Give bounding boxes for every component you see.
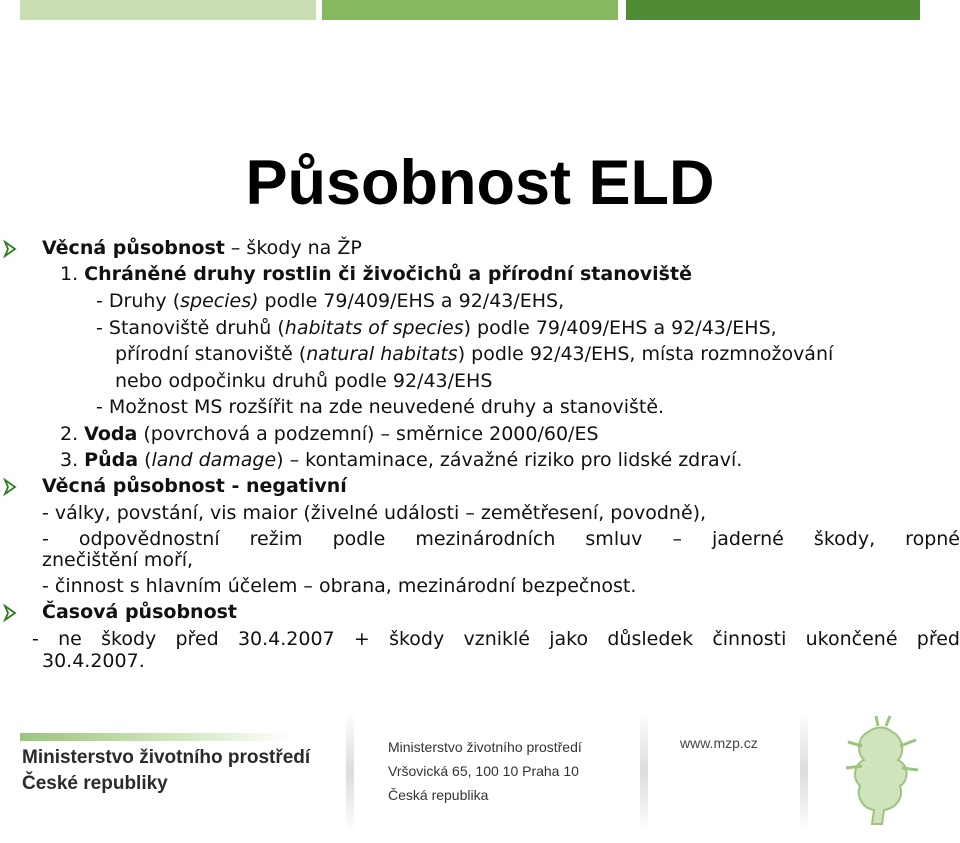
line-znecisteni: znečištění moří, bbox=[42, 549, 194, 571]
header-bar-dark bbox=[626, 0, 920, 20]
website-link[interactable]: www.mzp.cz bbox=[680, 735, 758, 751]
line-vecna-pusobnost: Věcná působnost – škody na ŽP bbox=[42, 237, 362, 259]
arrow-bullet-icon bbox=[2, 603, 18, 623]
footer-divider bbox=[640, 712, 648, 832]
line-datum: 30.4.2007. bbox=[42, 650, 145, 672]
lion-emblem-icon bbox=[838, 712, 924, 830]
line-item-3: 3. Půda (land damage) – kontaminace, závažné riziko pro lidské zdraví. bbox=[60, 449, 743, 471]
line-casova-pusobnost: Časová působnost bbox=[42, 601, 238, 623]
line-negativni: Věcná působnost - negativní bbox=[42, 475, 347, 497]
header-bar-light bbox=[20, 0, 316, 20]
line-item-1: 1. Chráněné druhy rostlin či živočichů a přírodní stanoviště bbox=[60, 263, 692, 285]
line-odpovednostni: - odpovědnostní režim podle mezinárodních smluv – jaderné škody, ropné bbox=[42, 528, 960, 550]
line-cinnost: - činnost s hlavním účelem – obrana, mezinárodní bezpečnost. bbox=[42, 575, 637, 597]
ministry-address: Ministerstvo životního prostředí Vršovická 65, 100 10 Praha 10 Česká republika bbox=[388, 739, 582, 803]
line-druhy: - Druhy (species) podle 79/409/EHS a 92/43/EHS, bbox=[96, 290, 565, 312]
line-valky: - války, povstání, vis maior (živelné události – zemětřesení, povodně), bbox=[42, 502, 707, 524]
header-bar-mid bbox=[322, 0, 618, 20]
line-prirodni-stanoviste: přírodní stanoviště (natural habitats) podle 92/43/EHS, místa rozmnožování bbox=[115, 343, 834, 365]
line-stanoviste-druhu: - Stanoviště druhů (habitats of species) podle 79/409/EHS a 92/43/EHS, bbox=[96, 317, 777, 339]
line-moznost-ms: - Možnost MS rozšířit na zde neuvedené druhy a stanoviště. bbox=[96, 396, 665, 418]
line-item-2: 2. Voda (povrchová a podzemní) – směrnice 2000/60/ES bbox=[60, 423, 599, 445]
footer-divider bbox=[346, 712, 354, 832]
page-title: Působnost ELD bbox=[245, 148, 715, 218]
line-ne-skody: - ne škody před 30.4.2007 + škody vzniklé jako důsledek činnosti ukončené před bbox=[32, 628, 960, 650]
footer-decor-stripe bbox=[20, 733, 290, 741]
line-odpocinku: nebo odpočinku druhů podle 92/43/EHS bbox=[115, 370, 493, 392]
arrow-bullet-icon bbox=[2, 239, 18, 259]
ministry-logo-text: Ministerstvo životního prostředí České republiky bbox=[22, 747, 311, 794]
arrow-bullet-icon bbox=[2, 477, 18, 497]
footer-divider bbox=[800, 712, 808, 832]
